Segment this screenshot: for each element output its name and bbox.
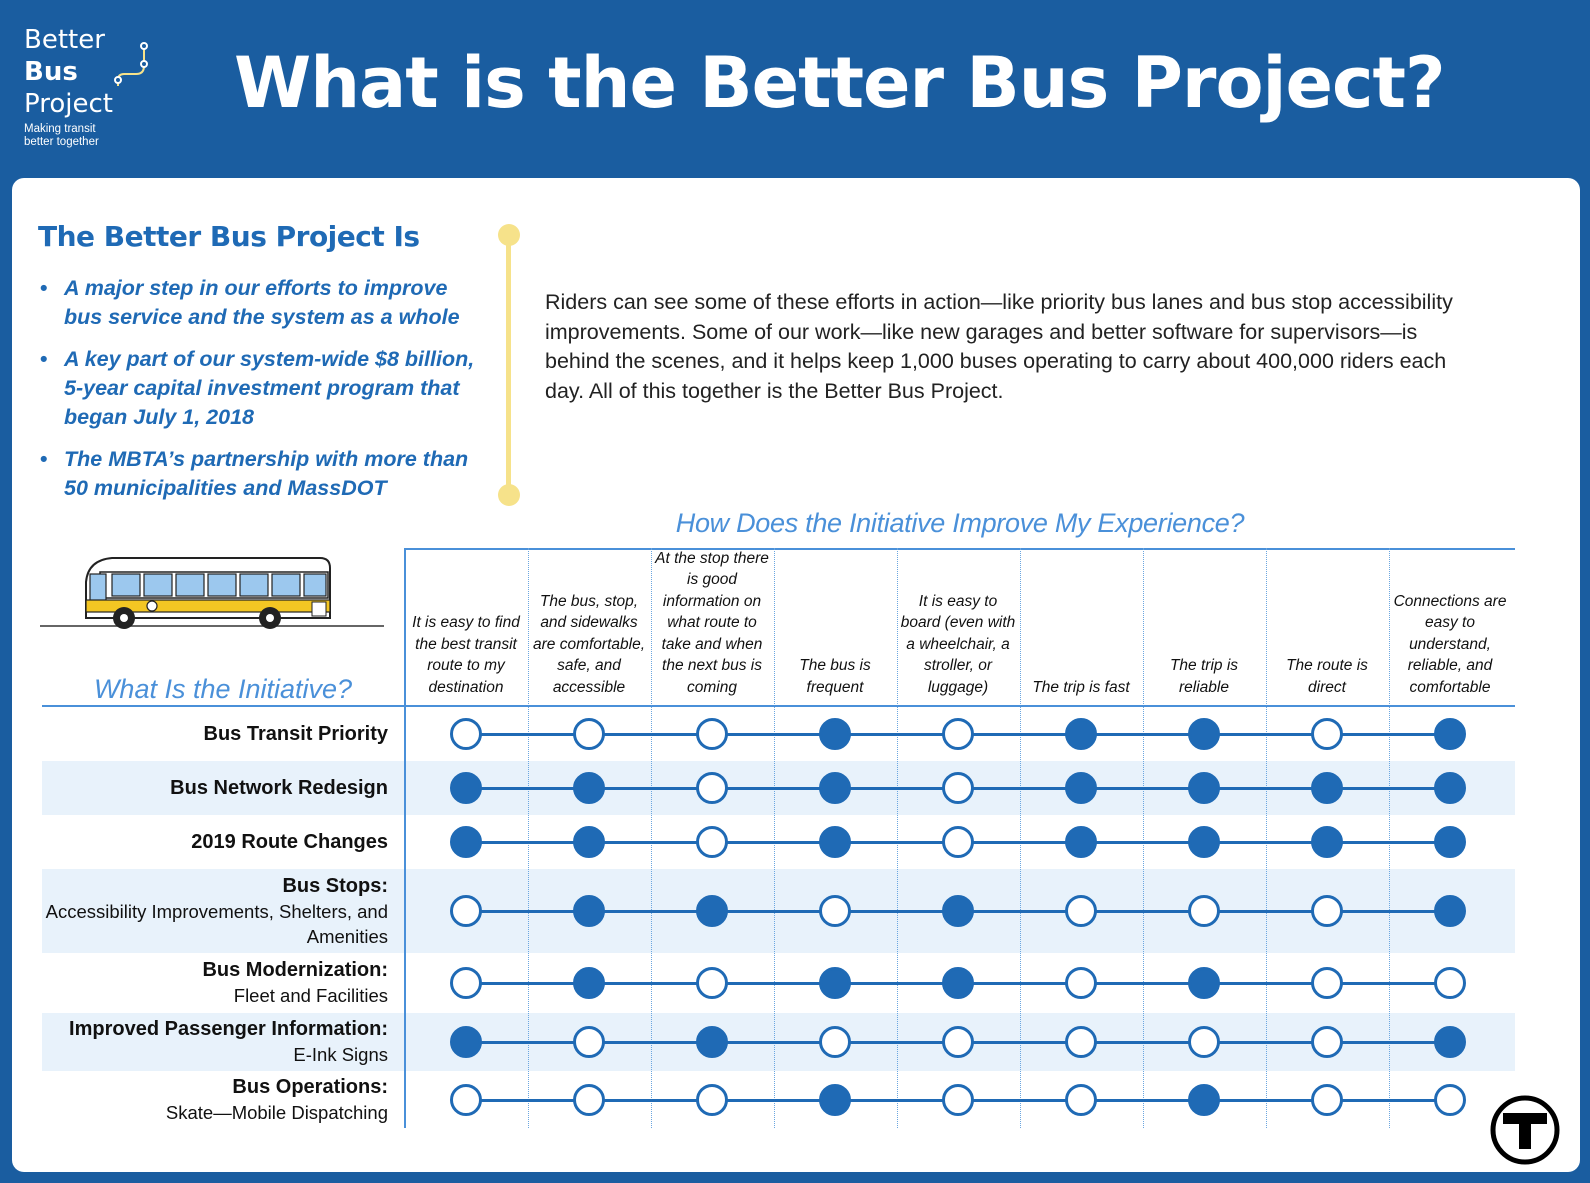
filled-dot <box>1434 718 1466 750</box>
filled-dot <box>1434 1026 1466 1058</box>
intro-bullets <box>40 274 480 516</box>
filled-dot <box>450 826 482 858</box>
row-label-sub: Accessibility Improvements, Shelters, and Amenities <box>45 900 388 947</box>
filled-dot <box>450 1026 482 1058</box>
column-header: At the stop there is good information on what route to take and when the next bus is coming <box>655 549 769 696</box>
empty-dot <box>1434 967 1466 999</box>
column-header: The trip is reliable <box>1169 657 1239 696</box>
empty-dot <box>1065 967 1097 999</box>
empty-dot <box>450 718 482 750</box>
row-label-name: 2019 Route Changes <box>191 830 388 853</box>
column-header: The trip is fast <box>1032 678 1130 696</box>
empty-dot <box>942 1084 974 1116</box>
filled-dot <box>942 895 974 927</box>
filled-dot <box>573 826 605 858</box>
filled-dot <box>1188 772 1220 804</box>
row-label <box>42 815 388 869</box>
column-header: Connections are easy to understand, reliable, and comfortable <box>1393 592 1507 696</box>
logo-word-better: Better <box>24 25 105 55</box>
logo-word-bus: Bus <box>24 57 78 87</box>
row-label <box>42 869 388 953</box>
filled-dot <box>819 826 851 858</box>
filled-dot <box>1311 772 1343 804</box>
row-label-name: Bus Modernization: <box>202 959 388 981</box>
empty-dot <box>450 967 482 999</box>
filled-dot <box>1065 826 1097 858</box>
column-header: It is easy to find the best transit route to my destination <box>412 614 520 696</box>
row-label <box>42 761 388 815</box>
bullet-item: • A key part of our system-wide $8 billion, 5-year capital investment program that began July 1, 2018 <box>40 345 480 432</box>
better-bus-logo <box>24 24 154 149</box>
column-header: The route is direct <box>1286 657 1368 696</box>
empty-dot <box>1188 1026 1220 1058</box>
row-label-name: Bus Network Redesign <box>170 776 388 799</box>
filled-dot <box>819 967 851 999</box>
filled-dot <box>819 772 851 804</box>
filled-dot <box>573 895 605 927</box>
empty-dot <box>450 895 482 927</box>
row-label <box>42 1071 388 1129</box>
empty-dot <box>1311 718 1343 750</box>
filled-dot <box>819 718 851 750</box>
filled-dot <box>696 895 728 927</box>
empty-dot <box>1065 895 1097 927</box>
logo-word-project: Project <box>24 89 113 119</box>
filled-dot <box>1434 895 1466 927</box>
empty-dot <box>1311 967 1343 999</box>
row-label <box>42 707 388 761</box>
filled-dot <box>1065 772 1097 804</box>
filled-dot <box>1188 967 1220 999</box>
empty-dot <box>696 1084 728 1116</box>
column-header: It is easy to board (even with a wheelchair, a stroller, or luggage) <box>900 592 1016 696</box>
timeline-divider <box>506 232 511 497</box>
filled-dot <box>1065 718 1097 750</box>
empty-dot <box>696 826 728 858</box>
empty-dot <box>696 718 728 750</box>
bullet-item: • The MBTA’s partnership with more than 50 municipalities and MassDOT <box>40 445 480 503</box>
filled-dot <box>696 1026 728 1058</box>
experience-title: How Does the Initiative Improve My Experience? <box>675 508 1245 538</box>
filled-dot <box>1188 1084 1220 1116</box>
filled-dot <box>1188 718 1220 750</box>
empty-dot <box>573 1084 605 1116</box>
filled-dot <box>819 1084 851 1116</box>
empty-dot <box>942 772 974 804</box>
empty-dot <box>696 967 728 999</box>
mbta-t-logo-icon <box>1490 1095 1560 1165</box>
bus-illustration-icon <box>40 552 384 642</box>
row-label-name: Bus Operations: <box>232 1076 388 1098</box>
empty-dot <box>1065 1026 1097 1058</box>
empty-dot <box>1311 1026 1343 1058</box>
filled-dot <box>1434 826 1466 858</box>
empty-dot <box>1434 1084 1466 1116</box>
row-label <box>42 953 388 1013</box>
empty-dot <box>1311 895 1343 927</box>
empty-dot <box>450 1084 482 1116</box>
row-label-sub: E-Ink Signs <box>293 1044 388 1065</box>
row-label-sub: Skate—Mobile Dispatching <box>165 1102 388 1123</box>
route-line-icon <box>114 34 154 110</box>
filled-dot <box>1188 826 1220 858</box>
empty-dot <box>819 895 851 927</box>
column-header: The bus, stop, and sidewalks are comfortable, safe, and accessible <box>533 592 645 696</box>
header-rule <box>42 705 1515 707</box>
empty-dot <box>942 1026 974 1058</box>
empty-dot <box>1311 1084 1343 1116</box>
row-label <box>42 1013 388 1071</box>
row-label-sub: Fleet and Facilities <box>233 985 388 1006</box>
empty-dot <box>573 718 605 750</box>
bullet-item: • A major step in our efforts to improve bus service and the system as a whole <box>40 274 480 332</box>
empty-dot <box>942 826 974 858</box>
empty-dot <box>819 1026 851 1058</box>
empty-dot <box>1188 895 1220 927</box>
filled-dot <box>1434 772 1466 804</box>
empty-dot <box>942 718 974 750</box>
filled-dot <box>942 967 974 999</box>
row-label-name: Bus Transit Priority <box>203 722 388 745</box>
row-label-name: Bus Stops: <box>282 874 388 897</box>
filled-dot <box>573 772 605 804</box>
filled-dot <box>1311 826 1343 858</box>
empty-dot <box>696 772 728 804</box>
filled-dot <box>450 772 482 804</box>
empty-dot <box>573 1026 605 1058</box>
column-header: The bus is frequent <box>799 657 871 696</box>
empty-dot <box>1065 1084 1097 1116</box>
intro-paragraph: Riders can see some of these efforts in action—like priority bus lanes and bus stop accessibility improvements. Some of our work—like new garages and better software for supervisors—is behind the scenes, and it helps keep 1,000 buses operating to carry about 400,000 riders each day. All of this together is the Better Bus Project. <box>545 290 1453 403</box>
initiative-title: What Is the Initiative? <box>93 674 353 704</box>
row-label-name: Improved Passenger Information: <box>69 1018 388 1040</box>
logo-tagline-1: Making transit <box>24 123 96 135</box>
logo-tagline-2: better together <box>24 136 99 148</box>
page-title: What is the Better Bus Project? <box>234 42 1445 124</box>
intro-heading: The Better Bus Project Is <box>38 220 420 253</box>
timeline-dot-bottom <box>498 484 520 506</box>
label-divider <box>404 548 406 1128</box>
filled-dot <box>573 967 605 999</box>
timeline-dot-top <box>498 224 520 246</box>
